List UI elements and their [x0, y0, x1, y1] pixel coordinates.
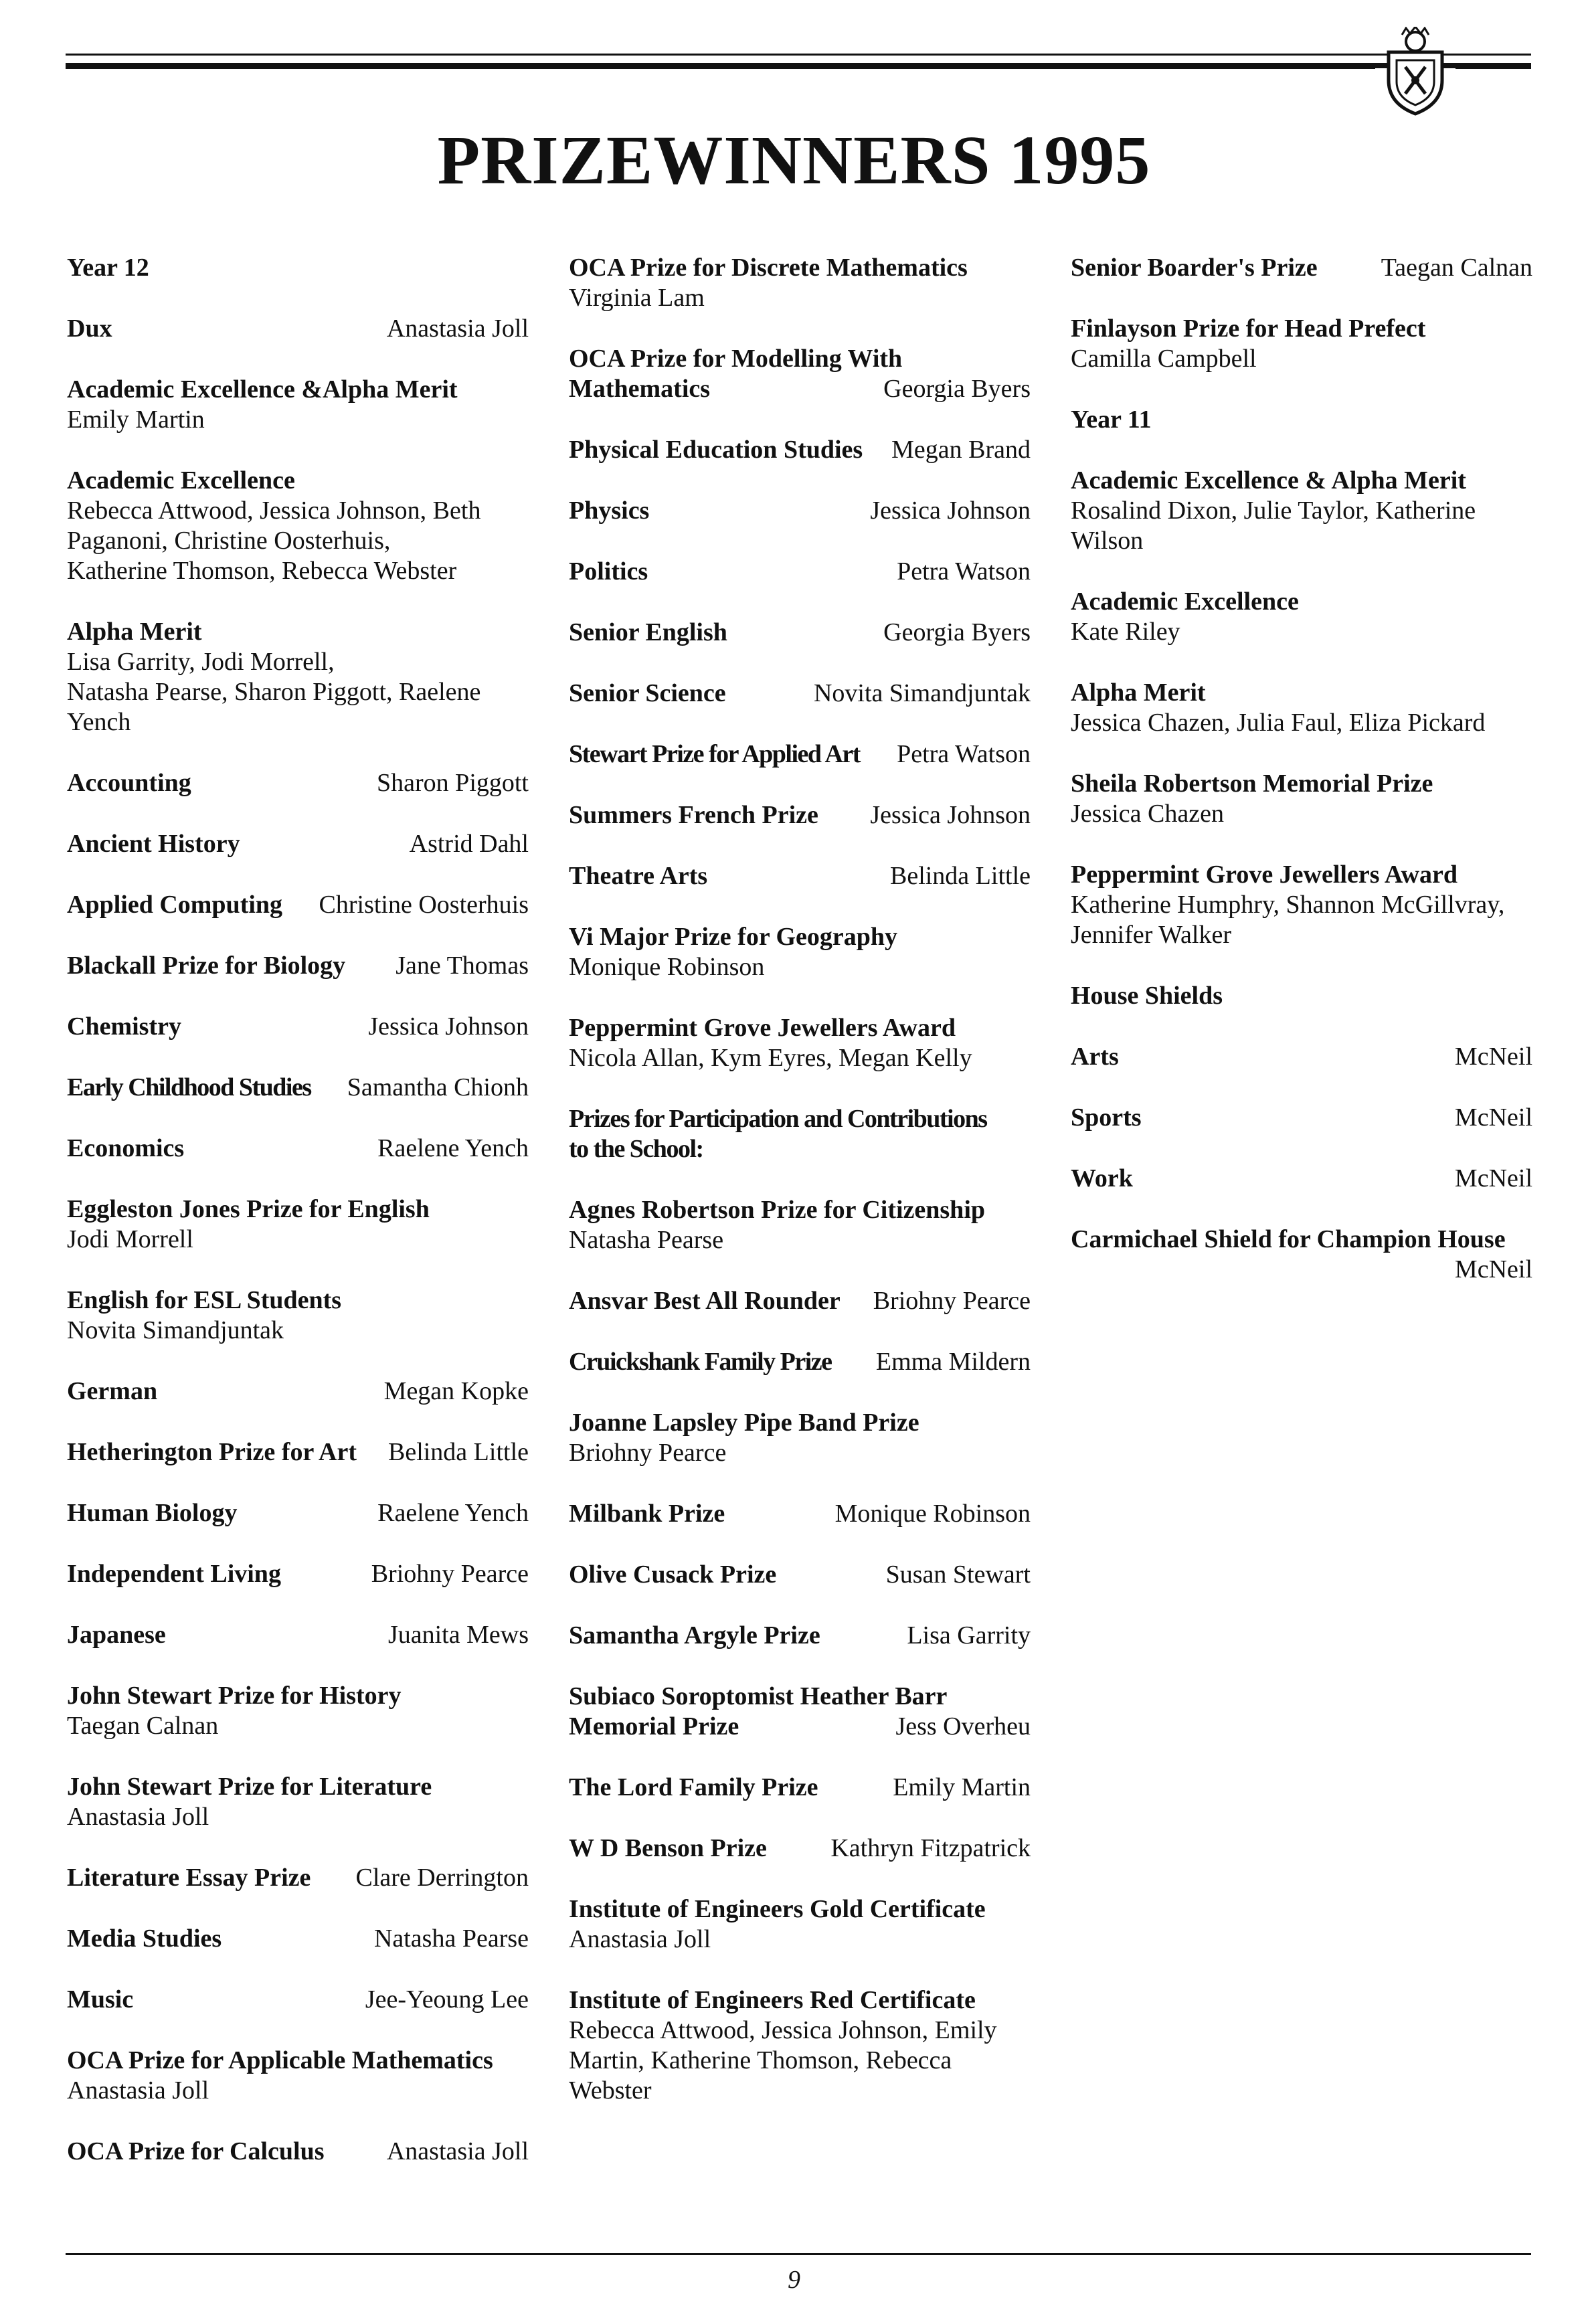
prize-entry: [569, 1621, 1031, 1651]
prize-entry: [67, 1559, 529, 1589]
prize-name: Media Studies: [67, 1925, 222, 1953]
winner-line: Yench: [67, 708, 131, 736]
prize-entry: [67, 1863, 529, 1893]
prize-row: [67, 1863, 529, 1893]
prize-entry: [67, 1376, 529, 1407]
prize-entry: [67, 1012, 529, 1042]
prize-entry: [569, 1894, 1031, 1955]
prize-entry: [1071, 860, 1532, 950]
prize-row: [67, 768, 529, 798]
winner-name: Novita Simandjuntak: [813, 679, 1031, 707]
winner-line: Virginia Lam: [569, 284, 705, 312]
winner-name: Jess Overheu: [895, 1712, 1031, 1740]
prize-row: [67, 829, 529, 859]
winner-name: Sharon Piggott: [377, 769, 529, 797]
prize-name: Cruickshank Family Prize: [569, 1348, 832, 1376]
prize-entry: [569, 1773, 1031, 1803]
prize-name: Arts: [1071, 1043, 1119, 1071]
prize-name: Academic Excellence: [1071, 588, 1299, 616]
prize-entry: [569, 1013, 1031, 1073]
prize-name: Blackall Prize for Biology: [67, 952, 346, 980]
winner-line: Rebecca Attwood, Jessica Johnson, Beth: [67, 497, 481, 525]
prize-category-line: Prizes for Participation and Contributions: [569, 1105, 987, 1133]
prize-entry: [1071, 1164, 1532, 1194]
winner-name: Belinda Little: [889, 862, 1031, 890]
winner-line: Katherine Humphry, Shannon McGillvray,: [1071, 891, 1505, 919]
prize-name: Hetherington Prize for Art: [67, 1438, 357, 1466]
prize-entry: [67, 1985, 529, 2015]
winner-name: Juanita Mews: [387, 1621, 529, 1649]
prize-name: Early Childhood Studies: [67, 1073, 311, 1101]
prize-row: [67, 1134, 529, 1164]
prize-name: Ansvar Best All Rounder: [569, 1287, 841, 1315]
prize-name: Academic Excellence &Alpha Merit: [67, 375, 458, 404]
section-heading: Year 11: [1071, 406, 1152, 434]
winner-name: Anastasia Joll: [386, 2137, 529, 2165]
prize-entry: [569, 1985, 1031, 2106]
winner-line: Natasha Pearse, Sharon Piggott, Raelene: [67, 678, 481, 706]
prize-entry: [569, 1560, 1031, 1590]
prize-row: [569, 496, 1031, 526]
winner-name: Christine Oosterhuis: [319, 891, 529, 919]
winner-name: McNeil: [1454, 1164, 1532, 1192]
winner-name: Jane Thomas: [395, 952, 529, 980]
winner-line: Novita Simandjuntak: [67, 1316, 284, 1344]
prize-entry: [569, 1682, 1031, 1742]
prize-entry: [67, 1194, 529, 1255]
prize-name: Japanese: [67, 1621, 166, 1649]
prize-name: Physics: [569, 497, 650, 525]
prize-entry: [569, 1195, 1031, 1255]
prize-entry: [67, 890, 529, 920]
prize-name: W D Benson Prize: [569, 1834, 767, 1862]
prize-name: Senior Boarder's Prize: [1071, 254, 1318, 282]
prize-entry: [67, 466, 529, 586]
winner-name: Megan Kopke: [383, 1377, 529, 1405]
prize-entry: [67, 1772, 529, 1832]
prize-name: Ancient History: [67, 830, 240, 858]
prize-entry: [67, 951, 529, 981]
prize-entry: [569, 800, 1031, 830]
prize-name: OCA Prize for Modelling With: [569, 345, 903, 373]
prize-name: Senior Science: [569, 679, 726, 707]
prize-entry: [1071, 466, 1532, 556]
winner-line: Rosalind Dixon, Julie Taylor, Katherine: [1071, 497, 1476, 525]
prize-row: [1071, 253, 1532, 283]
winner-line: Katherine Thomson, Rebecca Webster: [67, 557, 457, 585]
prize-name: Economics: [67, 1134, 185, 1162]
winner-line: Webster: [569, 2076, 652, 2105]
prize-entry: [67, 1134, 529, 1164]
winner-line: Kate Riley: [1071, 618, 1180, 646]
winner-name: Jessica Johnson: [870, 497, 1031, 525]
prize-name: The Lord Family Prize: [569, 1773, 818, 1801]
prize-entry: [569, 435, 1031, 465]
prize-name: Milbank Prize: [569, 1500, 725, 1528]
winner-name: Raelene Yench: [377, 1134, 529, 1162]
prize-name: Physical Education Studies: [569, 436, 863, 464]
winner-name: Emma Mildern: [875, 1348, 1031, 1376]
winner-line: Lisa Garrity, Jodi Morrell,: [67, 648, 335, 676]
prize-entry: [569, 344, 1031, 404]
prize-row: [67, 1437, 529, 1467]
prize-entry: [1071, 1225, 1532, 1285]
winner-name: Briohny Pearce: [873, 1287, 1031, 1315]
prize-name: Subiaco Soroptomist Heather Barr: [569, 1682, 948, 1710]
prize-row: [569, 861, 1031, 891]
prize-name: Dux: [67, 315, 112, 343]
prize-entry: [569, 1104, 1031, 1164]
winner-line: Martin, Katherine Thomson, Rebecca: [569, 2046, 952, 2074]
winner-name: Lisa Garrity: [907, 1621, 1031, 1649]
prize-entry: [569, 1834, 1031, 1864]
winner-line: Wilson: [1071, 527, 1144, 555]
winner-line: Taegan Calnan: [67, 1712, 219, 1740]
header-rule-thin: [66, 54, 1531, 56]
prize-row: [569, 557, 1031, 587]
prize-entry: [67, 1498, 529, 1528]
header-rule-thick: [66, 63, 1531, 69]
prize-name: Sheila Robertson Memorial Prize: [1071, 770, 1433, 798]
winner-name: Astrid Dahl: [409, 830, 529, 858]
winner-line: Anastasia Joll: [67, 1803, 209, 1831]
prize-row: [67, 1559, 529, 1589]
winner-name: Petra Watson: [897, 740, 1031, 768]
prize-category-line: to the School:: [569, 1135, 703, 1163]
winner-name: Jessica Johnson: [870, 801, 1031, 829]
prize-name: Academic Excellence: [67, 466, 295, 495]
prize-name: Vi Major Prize for Geography: [569, 923, 898, 951]
prize-entry: [1071, 769, 1532, 829]
winner-name: Emily Martin: [893, 1773, 1031, 1801]
prize-entry: [569, 861, 1031, 891]
winner-name: Jee-Yeoung Lee: [365, 1985, 529, 2014]
winner-line: Paganoni, Christine Oosterhuis,: [67, 527, 391, 555]
prize-name: Politics: [569, 557, 648, 586]
prize-entry: [67, 829, 529, 859]
prize-entry: [67, 1437, 529, 1467]
page-number: 9: [788, 2266, 800, 2294]
column-middle: [569, 253, 1031, 2137]
prize-row: [569, 1347, 1031, 1377]
winner-line: Jessica Chazen, Julia Faul, Eliza Pickard: [1071, 709, 1486, 737]
winner-name: McNeil: [1454, 1103, 1532, 1132]
prize-name-continued: Mathematics: [569, 375, 711, 403]
school-crest-icon: [1375, 27, 1455, 117]
prize-name: Joanne Lapsley Pipe Band Prize: [569, 1409, 919, 1437]
prize-name: John Stewart Prize for Literature: [67, 1773, 432, 1801]
prize-name: Peppermint Grove Jewellers Award: [1071, 861, 1458, 889]
prize-name: Human Biology: [67, 1499, 238, 1527]
prize-entry: [569, 618, 1031, 648]
prize-name: OCA Prize for Calculus: [67, 2137, 325, 2165]
column-left: [67, 253, 529, 2198]
prize-name: Literature Essay Prize: [67, 1864, 311, 1892]
prize-entry: [67, 617, 529, 737]
prize-row: [569, 374, 1031, 404]
winner-name: Megan Brand: [891, 436, 1031, 464]
winner-line: Camilla Campbell: [1071, 345, 1257, 373]
prize-entry: [1071, 587, 1532, 647]
winner-line: Anastasia Joll: [569, 1925, 711, 1953]
prize-row: [569, 435, 1031, 465]
winner-line: Nicola Allan, Kym Eyres, Megan Kelly: [569, 1044, 972, 1072]
prize-name: Summers French Prize: [569, 801, 818, 829]
winner-name: Georgia Byers: [883, 375, 1031, 403]
prize-row: [67, 2137, 529, 2167]
prize-name: Institute of Engineers Gold Certificate: [569, 1895, 986, 1923]
prize-entry: [1071, 678, 1532, 738]
prize-name: Theatre Arts: [569, 862, 708, 890]
winner-name: Monique Robinson: [834, 1500, 1031, 1528]
winner-name: Anastasia Joll: [386, 315, 529, 343]
prize-name: Alpha Merit: [67, 618, 202, 646]
prize-name: Music: [67, 1985, 134, 2014]
prize-name: Applied Computing: [67, 891, 283, 919]
prize-row: [569, 618, 1031, 648]
winner-name: Raelene Yench: [377, 1499, 529, 1527]
winner-name: Taegan Calnan: [1381, 254, 1532, 282]
prize-name: Stewart Prize for Applied Art: [569, 740, 860, 768]
prize-entry: [67, 768, 529, 798]
prize-row: [569, 739, 1031, 770]
prize-entry: [67, 2137, 529, 2167]
prize-entry: [569, 496, 1031, 526]
winner-name: Natasha Pearse: [373, 1925, 529, 1953]
prize-entry: [67, 1620, 529, 1650]
prize-row: [67, 314, 529, 344]
prize-entry: [67, 1285, 529, 1346]
winner-line: Jennifer Walker: [1071, 921, 1231, 949]
prize-name: Work: [1071, 1164, 1133, 1192]
prize-name: Independent Living: [67, 1560, 281, 1588]
prize-entry: [67, 1073, 529, 1103]
prize-name-continued: Memorial Prize: [569, 1712, 739, 1740]
prize-entry: [1071, 1103, 1532, 1133]
winner-line: Anastasia Joll: [67, 2076, 209, 2105]
prize-name: Eggleston Jones Prize for English: [67, 1195, 430, 1223]
prize-entry: [1071, 253, 1532, 283]
prize-name: Academic Excellence & Alpha Merit: [1071, 466, 1466, 495]
winner-line: Natasha Pearse: [569, 1226, 724, 1254]
prize-row: [67, 1012, 529, 1042]
prize-name: Agnes Robertson Prize for Citizenship: [569, 1196, 986, 1224]
prize-name: Carmichael Shield for Champion House: [1071, 1225, 1506, 1253]
prize-entry: [569, 1408, 1031, 1468]
prize-name: Alpha Merit: [1071, 679, 1206, 707]
winner-name: Belinda Little: [387, 1438, 529, 1466]
prize-entry: [569, 253, 1031, 313]
prize-entry: [569, 557, 1031, 587]
prize-entry: [569, 922, 1031, 982]
prize-entry: [67, 1681, 529, 1741]
prize-row: [1071, 1042, 1532, 1072]
winner-name: McNeil: [1454, 1043, 1532, 1071]
prize-name: Accounting: [67, 769, 191, 797]
prize-name: John Stewart Prize for History: [67, 1682, 402, 1710]
prize-name: Samantha Argyle Prize: [569, 1621, 820, 1649]
prize-name: English for ESL Students: [67, 1286, 342, 1314]
winner-name: Briohny Pearce: [371, 1560, 529, 1588]
winner-name: McNeil: [1454, 1255, 1532, 1283]
footer-rule: [66, 2253, 1531, 2255]
prize-name: Peppermint Grove Jewellers Award: [569, 1014, 956, 1042]
prize-entry: [67, 2046, 529, 2106]
prize-row: [569, 1773, 1031, 1803]
winner-line: Jodi Morrell: [67, 1225, 193, 1253]
prize-name: Chemistry: [67, 1012, 181, 1041]
winner-name: Jessica Johnson: [368, 1012, 529, 1041]
page-title: PRIZEWINNERS 1995: [437, 122, 1151, 199]
prize-entry: [67, 314, 529, 344]
prize-row: [67, 1620, 529, 1650]
prize-row: [569, 1560, 1031, 1590]
prize-row: [67, 1985, 529, 2015]
prize-name: OCA Prize for Discrete Mathematics: [569, 254, 968, 282]
prize-row: [67, 1073, 529, 1103]
prize-row: [569, 1834, 1031, 1864]
prize-name: Sports: [1071, 1103, 1142, 1132]
prize-row: [67, 1924, 529, 1954]
prize-entry: [569, 679, 1031, 709]
winner-name: Petra Watson: [897, 557, 1031, 586]
winner-line: Briohny Pearce: [569, 1439, 727, 1467]
prize-row: [569, 1712, 1031, 1742]
winner-line: Jessica Chazen: [1071, 800, 1224, 828]
prize-entry: [569, 1499, 1031, 1529]
prize-name: German: [67, 1377, 158, 1405]
prize-entry: [569, 1347, 1031, 1377]
prize-row: [569, 1499, 1031, 1529]
prize-name: Institute of Engineers Red Certificate: [569, 1986, 976, 2014]
prize-entry: [67, 1924, 529, 1954]
winner-name: Samantha Chionh: [347, 1073, 529, 1101]
prize-row: [569, 1286, 1031, 1316]
prize-row: [67, 890, 529, 920]
prize-entry: [569, 1286, 1031, 1316]
section-heading: Year 12: [67, 254, 149, 282]
section-heading: House Shields: [1071, 982, 1223, 1010]
winner-line: Monique Robinson: [569, 953, 765, 981]
winner-name: Clare Derrington: [355, 1864, 529, 1892]
prize-row: [1071, 1103, 1532, 1133]
winner-line: Rebecca Attwood, Jessica Johnson, Emily: [569, 2016, 997, 2044]
winner-line: Emily Martin: [67, 406, 205, 434]
winner-name: Kathryn Fitzpatrick: [830, 1834, 1031, 1862]
prize-entry: [67, 375, 529, 435]
winner-name: Susan Stewart: [885, 1560, 1031, 1589]
prize-entry: [569, 739, 1031, 770]
prize-entry: [1071, 1042, 1532, 1072]
prize-name: Senior English: [569, 618, 727, 646]
prize-name: OCA Prize for Applicable Mathematics: [67, 2046, 493, 2074]
prize-name: Finlayson Prize for Head Prefect: [1071, 315, 1426, 343]
prize-row: [67, 951, 529, 981]
prize-row: [1071, 1164, 1532, 1194]
prize-entry: [1071, 314, 1532, 374]
prize-row: [569, 679, 1031, 709]
winner-name: Georgia Byers: [883, 618, 1031, 646]
prize-row: [67, 1376, 529, 1407]
prize-row: [569, 800, 1031, 830]
prize-row: [67, 1498, 529, 1528]
column-right: [1071, 253, 1532, 1316]
prize-name: Olive Cusack Prize: [569, 1560, 777, 1589]
prize-row: [569, 1621, 1031, 1651]
